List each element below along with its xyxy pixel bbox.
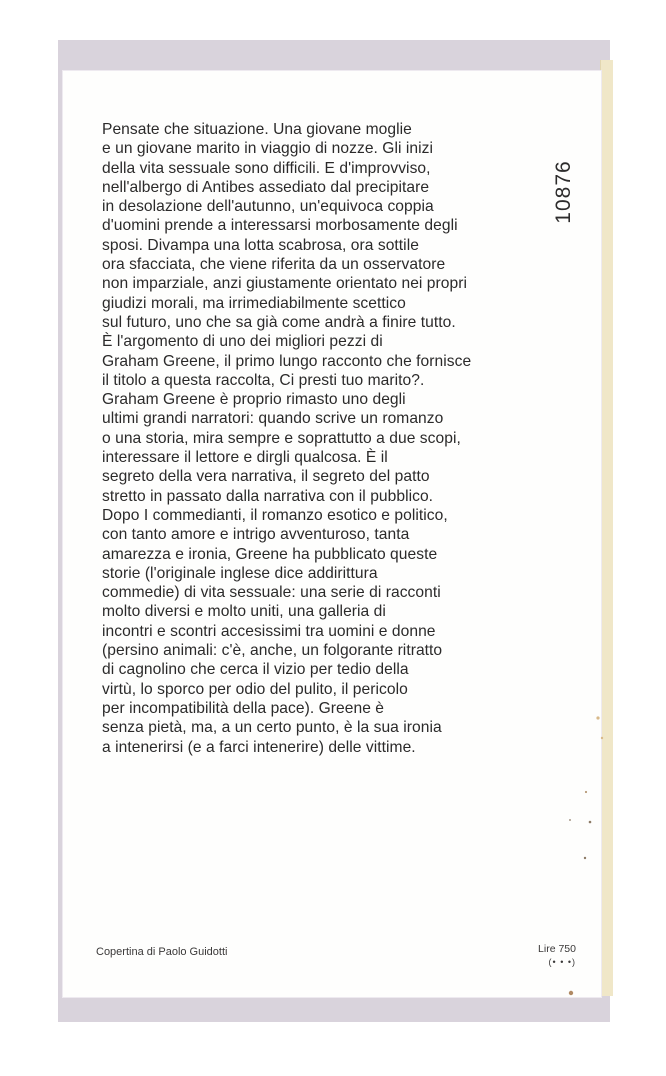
stain-dot (596, 716, 599, 719)
blurb-line: sul futuro, uno che sa già come andrà a finire tutto. (102, 313, 456, 331)
price-label: Lire 750 (538, 943, 576, 955)
blurb-line: o una storia, mira sempre e soprattutto a due scopi, (102, 429, 461, 447)
blurb-line: per incompatibilità della pace). Greene è (102, 699, 385, 717)
blurb-line: con tanto amore e intrigo avventuroso, tanta (102, 526, 410, 544)
blurb-line: virtù, lo sporco per odio del pulito, il pericolo (102, 680, 408, 698)
blurb-line: Graham Greene, il primo lungo racconto che fornisce (102, 352, 472, 370)
stain-dot (585, 791, 587, 793)
blurb-line: di cagnolino che cerca il vizio per tedio della (102, 661, 409, 679)
blurb-line: sposi. Divampa una lotta scabrosa, ora sottile (102, 236, 419, 254)
blurb-line: segreto della vera narrativa, il segreto del patto (102, 468, 430, 486)
blurb-line: (persino animali: c'è, anche, un folgorante ritratto (102, 642, 443, 660)
stain-dot (589, 821, 592, 824)
stain-dot (584, 857, 586, 859)
blurb-line: È l'argomento di uno dei migliori pezzi di (102, 333, 383, 351)
blurb-line: in desolazione dell'autunno, un'equivoca coppia (102, 198, 434, 216)
blurb-line: ultimi grandi narratori: quando scrive un romanzo (102, 410, 444, 428)
blurb-line: giudizi morali, ma irrimediabilmente scettico (102, 294, 406, 312)
blurb-line: ora sfacciata, che viene riferita da un osservatore (102, 256, 446, 274)
blurb-line: a intenerirsi (e a farci intenerire) delle vittime. (102, 738, 416, 756)
blurb-line: molto diversi e molto uniti, una galleria di (102, 603, 386, 621)
stain-dot (601, 737, 603, 739)
blurb-line: d'uomini prende a interessarsi morbosamente degli (102, 217, 458, 235)
blurb-line: il titolo a questa raccolta, Ci presti tuo marito?. (102, 371, 425, 389)
blurb-line: interessare il lettore e dirgli qualcosa. È il (102, 449, 388, 467)
blurb-line: Pensate che situazione. Una giovane moglie (102, 121, 412, 138)
blurb-line: e un giovane marito in viaggio di nozze. Gli inizi (102, 140, 434, 158)
blurb-line: senza pietà, ma, a un certo punto, è la sua ironia (102, 719, 442, 737)
blurb-line: nell'albergo di Antibes assediato dal precipitare (102, 178, 430, 196)
blurb-line: amarezza e ironia, Greene ha pubblicato queste (102, 545, 438, 563)
stain-dot (569, 819, 571, 821)
blurb-line: commedie) di vita sessuale: una serie di racconti (102, 584, 441, 602)
catalog-number-text: 10876 (552, 160, 575, 224)
price-mark: (• • •) (548, 957, 576, 967)
blurb-line: Graham Greene è proprio rimasto uno degli (102, 391, 406, 409)
blurb-line: incontri e scontri accesissimi tra uomini e donne (102, 622, 436, 640)
blurb-line: stretto in passato dalla narrativa con il pubblico. (102, 487, 434, 505)
stain-dot (569, 991, 573, 995)
cover-credit: Copertina di Paolo Guidotti (96, 946, 228, 958)
blurb-line: non imparziale, anzi giustamente orientato nei propri (102, 275, 467, 293)
blurb-line: Dopo I commedianti, il romanzo esotico e politico, (102, 506, 448, 524)
blurb-line: storie (l'originale inglese dice addirittura (102, 564, 378, 582)
blurb-line: della vita sessuale sono difficili. E d'improvviso, (102, 159, 431, 177)
